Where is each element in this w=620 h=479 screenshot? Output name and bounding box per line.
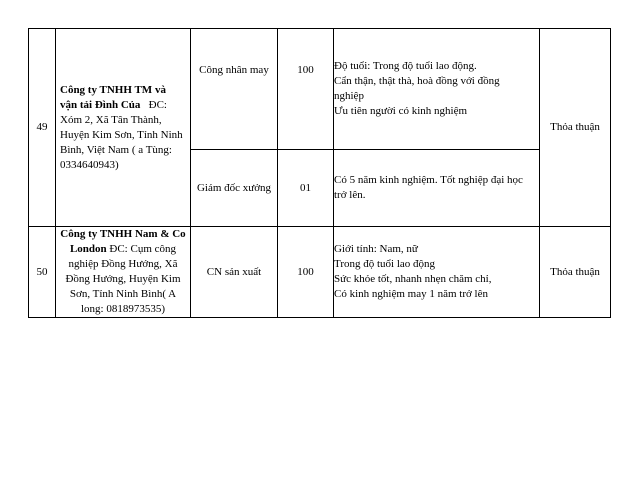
company-name-line: London <box>69 243 107 255</box>
requirement-line: Trong độ tuổi lao động <box>334 258 436 270</box>
requirement-line: trở lên. <box>334 189 366 201</box>
company-address-line: Đồng Hướng, Huyện Kim <box>65 273 181 285</box>
position-quantity: 100 <box>278 227 334 318</box>
company-address-line: Xóm 2, Xã Tân Thành, <box>60 113 162 126</box>
company-address-line: long: 0818973535) <box>80 303 166 315</box>
company-address-line: Bình, Việt Nam ( a Tùng: <box>60 143 172 156</box>
position-title: CN sản xuất <box>191 227 278 318</box>
requirements-cell <box>334 227 540 318</box>
requirement-line: Giới tính: Nam, nữ <box>334 243 418 255</box>
salary-cell: Thỏa thuận <box>540 227 611 318</box>
requirement-line: Có kinh nghiệm may 1 năm trở lên <box>334 288 488 300</box>
row-number: 50 <box>29 227 56 318</box>
requirement-line: Ưu tiên người có kinh nghiệm <box>334 105 468 117</box>
company-name-line: Công ty TNHH Nam & Co <box>60 228 186 240</box>
row-number: 49 <box>29 29 56 227</box>
requirement-line: Cẩn thận, thật thà, hoà đồng với đồng <box>334 75 500 87</box>
position-title: Công nhân may <box>191 29 278 150</box>
company-address-line: nghiệp Đồng Hướng, Xã <box>68 258 178 270</box>
company-name-line: Công ty TNHH TM và <box>60 83 166 96</box>
requirement-line: Có 5 năm kinh nghiệm. Tốt nghiệp đại học <box>334 174 523 186</box>
company-address-label: ĐC: Cụm công <box>109 243 177 255</box>
salary-cell: Thỏa thuận <box>540 29 611 227</box>
table-row <box>29 29 611 150</box>
position-quantity: 01 <box>278 150 334 227</box>
position-quantity: 100 <box>278 29 334 150</box>
company-address-line: Huyện Kim Sơn, Tỉnh Ninh <box>60 128 183 141</box>
requirements-cell <box>334 29 540 150</box>
requirements-cell <box>334 150 540 227</box>
company-address-line: Sơn, Tỉnh Ninh Bình( A <box>69 288 177 300</box>
table-row <box>29 227 611 318</box>
requirement-line: Sức khỏe tốt, nhanh nhẹn chăm chỉ, <box>334 273 492 285</box>
requirement-line: nghiệp <box>334 90 364 102</box>
recruitment-table <box>28 28 611 318</box>
requirement-line: Độ tuổi: Trong độ tuổi lao động. <box>334 60 477 72</box>
company-cell <box>56 227 191 318</box>
company-address-label: ĐC: <box>148 98 167 111</box>
company-cell <box>56 29 191 227</box>
company-address-line: 0334640943) <box>60 158 119 171</box>
position-title: Giám đốc xưởng <box>191 150 278 227</box>
company-name-line: vận tải Đình Của <box>60 98 141 111</box>
